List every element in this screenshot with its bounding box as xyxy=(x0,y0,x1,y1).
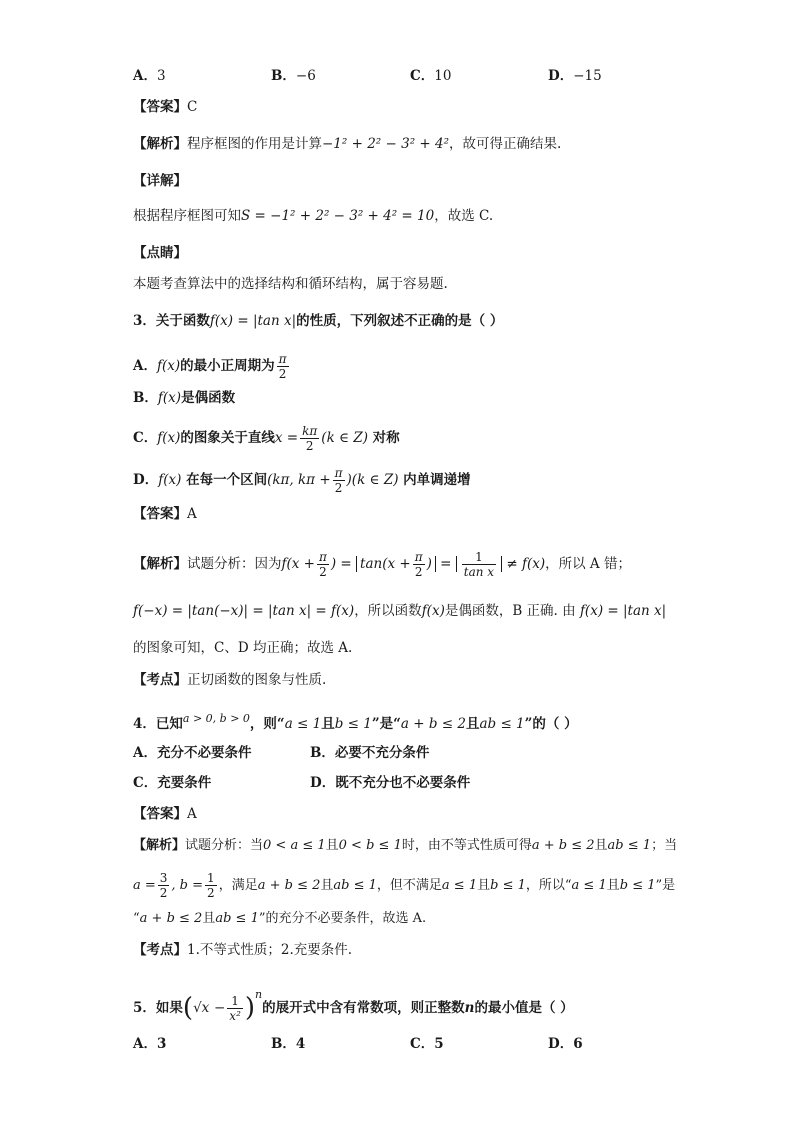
q5-stem-suffix: 的展开式中含有常数项，则正整数 xyxy=(262,1000,465,1016)
analysis-den: 2 xyxy=(319,565,327,579)
q4-stem-q2: ab ≤ 1 xyxy=(479,716,525,732)
analysis-expr2: ) = xyxy=(330,556,352,572)
l1-e4: ab ≤ 1 xyxy=(607,838,652,853)
l1-t2: 时，由不等式性质可得 xyxy=(401,838,532,853)
q5-expr-fraction xyxy=(227,994,243,1023)
q3-option-c-cond: (k ∈ Z) xyxy=(321,430,368,446)
q4-stem-prefix: 4．已知 xyxy=(133,716,183,732)
q3-option-a-fraction xyxy=(277,352,289,381)
l2-t2: ，但不满足 xyxy=(376,878,442,893)
analysis-tag: 【解析】 xyxy=(133,136,187,152)
l1-t3: ；当 xyxy=(651,838,678,853)
q3-option-d-interval-post: )(k ∈ Z) xyxy=(346,472,399,488)
q3-option-b-pre: f(x) xyxy=(157,390,182,406)
q2-option-d-value: −15 xyxy=(573,68,602,84)
q3-option-b-label: B． xyxy=(133,390,158,406)
q3-stem-expr: f(x) = |tan x| xyxy=(209,313,297,329)
q2-comment-heading xyxy=(133,243,187,263)
q5-stem xyxy=(133,985,574,1023)
l2-e8: b ≤ 1 xyxy=(619,878,656,893)
q3-option-c-num: kπ xyxy=(302,424,318,438)
q5-stem-prefix: 5．如果 xyxy=(133,1000,183,1016)
q2-detail xyxy=(133,206,493,226)
l3-e1: a + b ≤ 2 xyxy=(139,911,203,926)
q4-stem-p2: b ≤ 1 xyxy=(334,716,372,732)
q5-option-c: C．5 xyxy=(410,1036,444,1052)
q4-analysis-line2 xyxy=(133,871,675,900)
q2-option-c-label: C． xyxy=(410,68,435,84)
l2-fraction-2 xyxy=(205,871,217,900)
analysis-tag: 【解析】 xyxy=(133,838,186,853)
line2-expr1: f(−x) = |tan(−x)| = |tan x| = f(x) xyxy=(133,603,355,619)
l1-e1: 0 < a ≤ 1 xyxy=(263,838,326,853)
q5-option-a: A．3 xyxy=(133,1036,167,1052)
line3-text: 的图象可知，C、D 均正确；故选 A. xyxy=(133,640,353,656)
detail-tail: ，故选 C. xyxy=(434,208,494,224)
line2-text1: ，所以函数 xyxy=(354,603,422,619)
l1-e2: 0 < b ≤ 1 xyxy=(338,838,402,853)
q2-option-a-value: 3 xyxy=(156,68,166,84)
q3-option-d-num: π xyxy=(334,466,343,480)
q3-analysis-line2 xyxy=(133,601,666,621)
q4-stem-cond: a > 0, b > 0 xyxy=(182,712,250,725)
l3-e2: ab ≤ 1 xyxy=(215,911,259,926)
l2-e5: a ≤ 1 xyxy=(441,878,478,893)
l1-text: 试题分析：当 xyxy=(185,838,264,853)
analysis-abs-1 xyxy=(356,550,436,579)
q2-option-c-value: 10 xyxy=(434,68,452,84)
q5-expr-den: x² xyxy=(229,1009,241,1023)
q3-option-b xyxy=(133,388,235,408)
l2-fraction-1 xyxy=(158,871,170,900)
detail-expr: S = −1² + 2² − 3² + 4² = 10 xyxy=(241,208,435,224)
analysis-tail: ，所以 A 错； xyxy=(545,556,631,572)
q2-option-c xyxy=(410,66,451,86)
l2-e1: a = xyxy=(133,878,156,893)
q4-stem-p: a ≤ 1 xyxy=(284,716,322,732)
q2-option-d-label: D． xyxy=(548,68,574,84)
q3-option-c xyxy=(133,424,400,453)
point-text: 正切函数的图象与性质. xyxy=(187,672,327,688)
answer-tag: 【答案】 xyxy=(133,806,187,822)
l2-e6: b ≤ 1 xyxy=(490,878,526,893)
analysis-fraction-3 xyxy=(462,550,496,579)
q4-option-c: C．充要条件 xyxy=(133,775,212,791)
line2-expr2: f(x) xyxy=(421,603,445,619)
l2-n2: 1 xyxy=(207,871,215,885)
answer-value: A xyxy=(187,506,197,522)
q3-option-c-fraction xyxy=(300,424,319,453)
q2-option-d xyxy=(548,66,602,86)
q3-point xyxy=(133,670,326,690)
q3-option-d-interval-pre: (kπ, kπ + xyxy=(267,472,331,488)
q4-analysis-line3 xyxy=(133,909,426,929)
analysis-frac-num: 1 xyxy=(462,550,496,565)
l1-e3: a + b ≤ 2 xyxy=(531,838,595,853)
analysis-den-2: 2 xyxy=(414,565,423,579)
q3-option-d-text: 在每一个区间 xyxy=(186,472,268,488)
q4-answer xyxy=(133,804,197,824)
q3-option-a-pre: f(x) xyxy=(156,358,181,374)
l2-t4: ”是 xyxy=(655,878,676,893)
q4-stem-mid: ，则“ xyxy=(249,716,285,732)
q3-option-d-den: 2 xyxy=(334,481,343,495)
q3-option-c-pre: f(x) xyxy=(157,430,181,446)
q5-stem-n: n xyxy=(464,1000,475,1016)
l2-e4: ab ≤ 1 xyxy=(333,878,377,893)
l1-and1: 且 xyxy=(325,838,339,853)
q5-expr-minus: − xyxy=(213,1000,226,1016)
q3-option-a-den: 2 xyxy=(278,367,287,381)
q3-stem xyxy=(133,311,503,331)
l2-e2: , b = xyxy=(171,878,204,893)
q4-stem-and1: 且 xyxy=(321,716,335,732)
l2-and3: 且 xyxy=(606,878,620,893)
analysis-tag: 【解析】 xyxy=(133,556,187,572)
analysis-fraction-2 xyxy=(413,550,425,579)
q5-expr-open: ( xyxy=(182,993,194,1023)
comment-text: 本题考查算法中的选择结构和循环结构，属于容易题. xyxy=(133,276,448,292)
q2-option-a xyxy=(133,66,166,86)
l2-and2: 且 xyxy=(477,878,491,893)
detail-tag: 【详解】 xyxy=(133,173,187,189)
q2-analysis xyxy=(133,134,561,154)
point-tag: 【考点】 xyxy=(133,942,187,958)
q4-option-a: A．充分不必要条件 xyxy=(133,745,252,761)
point-text: 1.不等式性质；2.充要条件. xyxy=(187,942,353,958)
analysis-frac-den: tan x xyxy=(463,565,495,579)
analysis-text: 程序框图的作用是计算 xyxy=(187,136,322,152)
line2-expr3: f(x) = |tan x| xyxy=(579,603,667,619)
analysis-num-2: π xyxy=(414,550,423,564)
analysis-expr4: ) xyxy=(426,556,432,572)
q5-option-b: B．4 xyxy=(271,1036,306,1052)
q3-option-a xyxy=(133,352,291,381)
l2-d1: 2 xyxy=(159,886,168,900)
q3-option-c-tail: 对称 xyxy=(372,430,400,446)
q3-option-a-num: π xyxy=(278,352,287,366)
q3-option-a-label: A． xyxy=(133,358,157,374)
q4-point xyxy=(133,940,352,960)
q2-option-b xyxy=(271,66,316,86)
analysis-neq: ≠ f(x) xyxy=(506,556,546,572)
q3-option-c-lhs: x = xyxy=(274,430,299,446)
l3-and: 且 xyxy=(202,911,216,926)
analysis-expr1: f(x + xyxy=(281,556,315,572)
q3-option-d-fraction xyxy=(333,466,345,495)
q3-option-c-den: 2 xyxy=(305,439,314,453)
answer-tag: 【答案】 xyxy=(133,99,187,115)
analysis-expr: −1² + 2² − 3² + 4² xyxy=(322,136,449,152)
q4-stem-and2: 且 xyxy=(465,716,480,732)
answer-value: C xyxy=(187,99,198,115)
q4-option-b: B．必要不充分条件 xyxy=(310,745,430,761)
q3-option-b-text: 是偶函数 xyxy=(181,390,236,406)
q3-option-c-text: 的图象关于直线 xyxy=(180,430,275,446)
analysis-fraction-1 xyxy=(317,550,329,579)
q5-expr-num: 1 xyxy=(227,994,243,1009)
q3-stem-prefix: 3．关于函数 xyxy=(133,313,210,329)
answer-value: A xyxy=(187,806,197,822)
q4-option-d: D．既不充分也不必要条件 xyxy=(310,775,471,791)
analysis-text: 试题分析：因为 xyxy=(187,556,282,572)
q3-option-d xyxy=(133,466,471,495)
analysis-abs-2 xyxy=(456,550,502,579)
l1-and2: 且 xyxy=(594,838,608,853)
q2-option-b-label: B． xyxy=(271,68,296,84)
line2-text2: 是偶函数，B 正确. 由 xyxy=(444,603,576,619)
q4-analysis xyxy=(133,836,677,856)
l2-t1: ，满足 xyxy=(218,878,258,893)
q4-stem-is: ”是“ xyxy=(371,716,401,732)
q3-option-c-label: C． xyxy=(133,430,158,446)
detail-text: 根据程序框图可知 xyxy=(133,208,241,224)
l2-e7: a ≤ 1 xyxy=(571,878,607,893)
point-tag: 【考点】 xyxy=(133,672,187,688)
q5-expr-close: ) xyxy=(244,993,256,1023)
q5-option-d: D．6 xyxy=(548,1036,583,1052)
l2-e3: a + b ≤ 2 xyxy=(257,878,321,893)
l2-t3: ，所以“ xyxy=(525,878,572,893)
analysis-expr3: tan(x + xyxy=(360,556,411,572)
q3-analysis-line3 xyxy=(133,638,352,658)
l3-t2: ”的充分不必要条件，故选 A. xyxy=(258,911,427,926)
q2-answer xyxy=(133,97,197,117)
comment-tag: 【点睛】 xyxy=(133,245,187,261)
q4-stem-q: a + b ≤ 2 xyxy=(400,716,466,732)
analysis-num: π xyxy=(318,550,327,564)
q4-stem xyxy=(133,709,578,734)
q3-option-a-text: 的最小正周期为 xyxy=(180,358,275,374)
q2-comment xyxy=(133,274,448,294)
l2-d2: 2 xyxy=(207,886,215,900)
answer-tag: 【答案】 xyxy=(133,506,187,522)
q3-analysis xyxy=(133,550,631,579)
q3-answer xyxy=(133,504,197,524)
q5-expr-pow: n xyxy=(255,988,263,1001)
l2-and1: 且 xyxy=(320,878,334,893)
analysis-tail: ，故可得正确结果. xyxy=(449,136,562,152)
q3-option-d-tail: 内单调递增 xyxy=(403,472,471,488)
q4-stem-end: ”的（ ） xyxy=(524,716,578,732)
l3-t1: “ xyxy=(133,911,140,926)
analysis-eq: = xyxy=(440,556,452,572)
l2-n1: 3 xyxy=(159,871,168,885)
q5-stem-end: 的最小值是（ ） xyxy=(474,1000,574,1016)
q3-option-d-pre: f(x) xyxy=(158,472,182,488)
q3-option-d-label: D． xyxy=(133,472,159,488)
q5-expr-rad: √x xyxy=(193,1000,210,1016)
q2-option-a-label: A． xyxy=(133,68,157,84)
q3-stem-suffix: 的性质，下列叙述不正确的是（ ） xyxy=(296,313,504,329)
q2-option-b-value: −6 xyxy=(295,68,316,84)
q2-detail-heading xyxy=(133,171,187,191)
